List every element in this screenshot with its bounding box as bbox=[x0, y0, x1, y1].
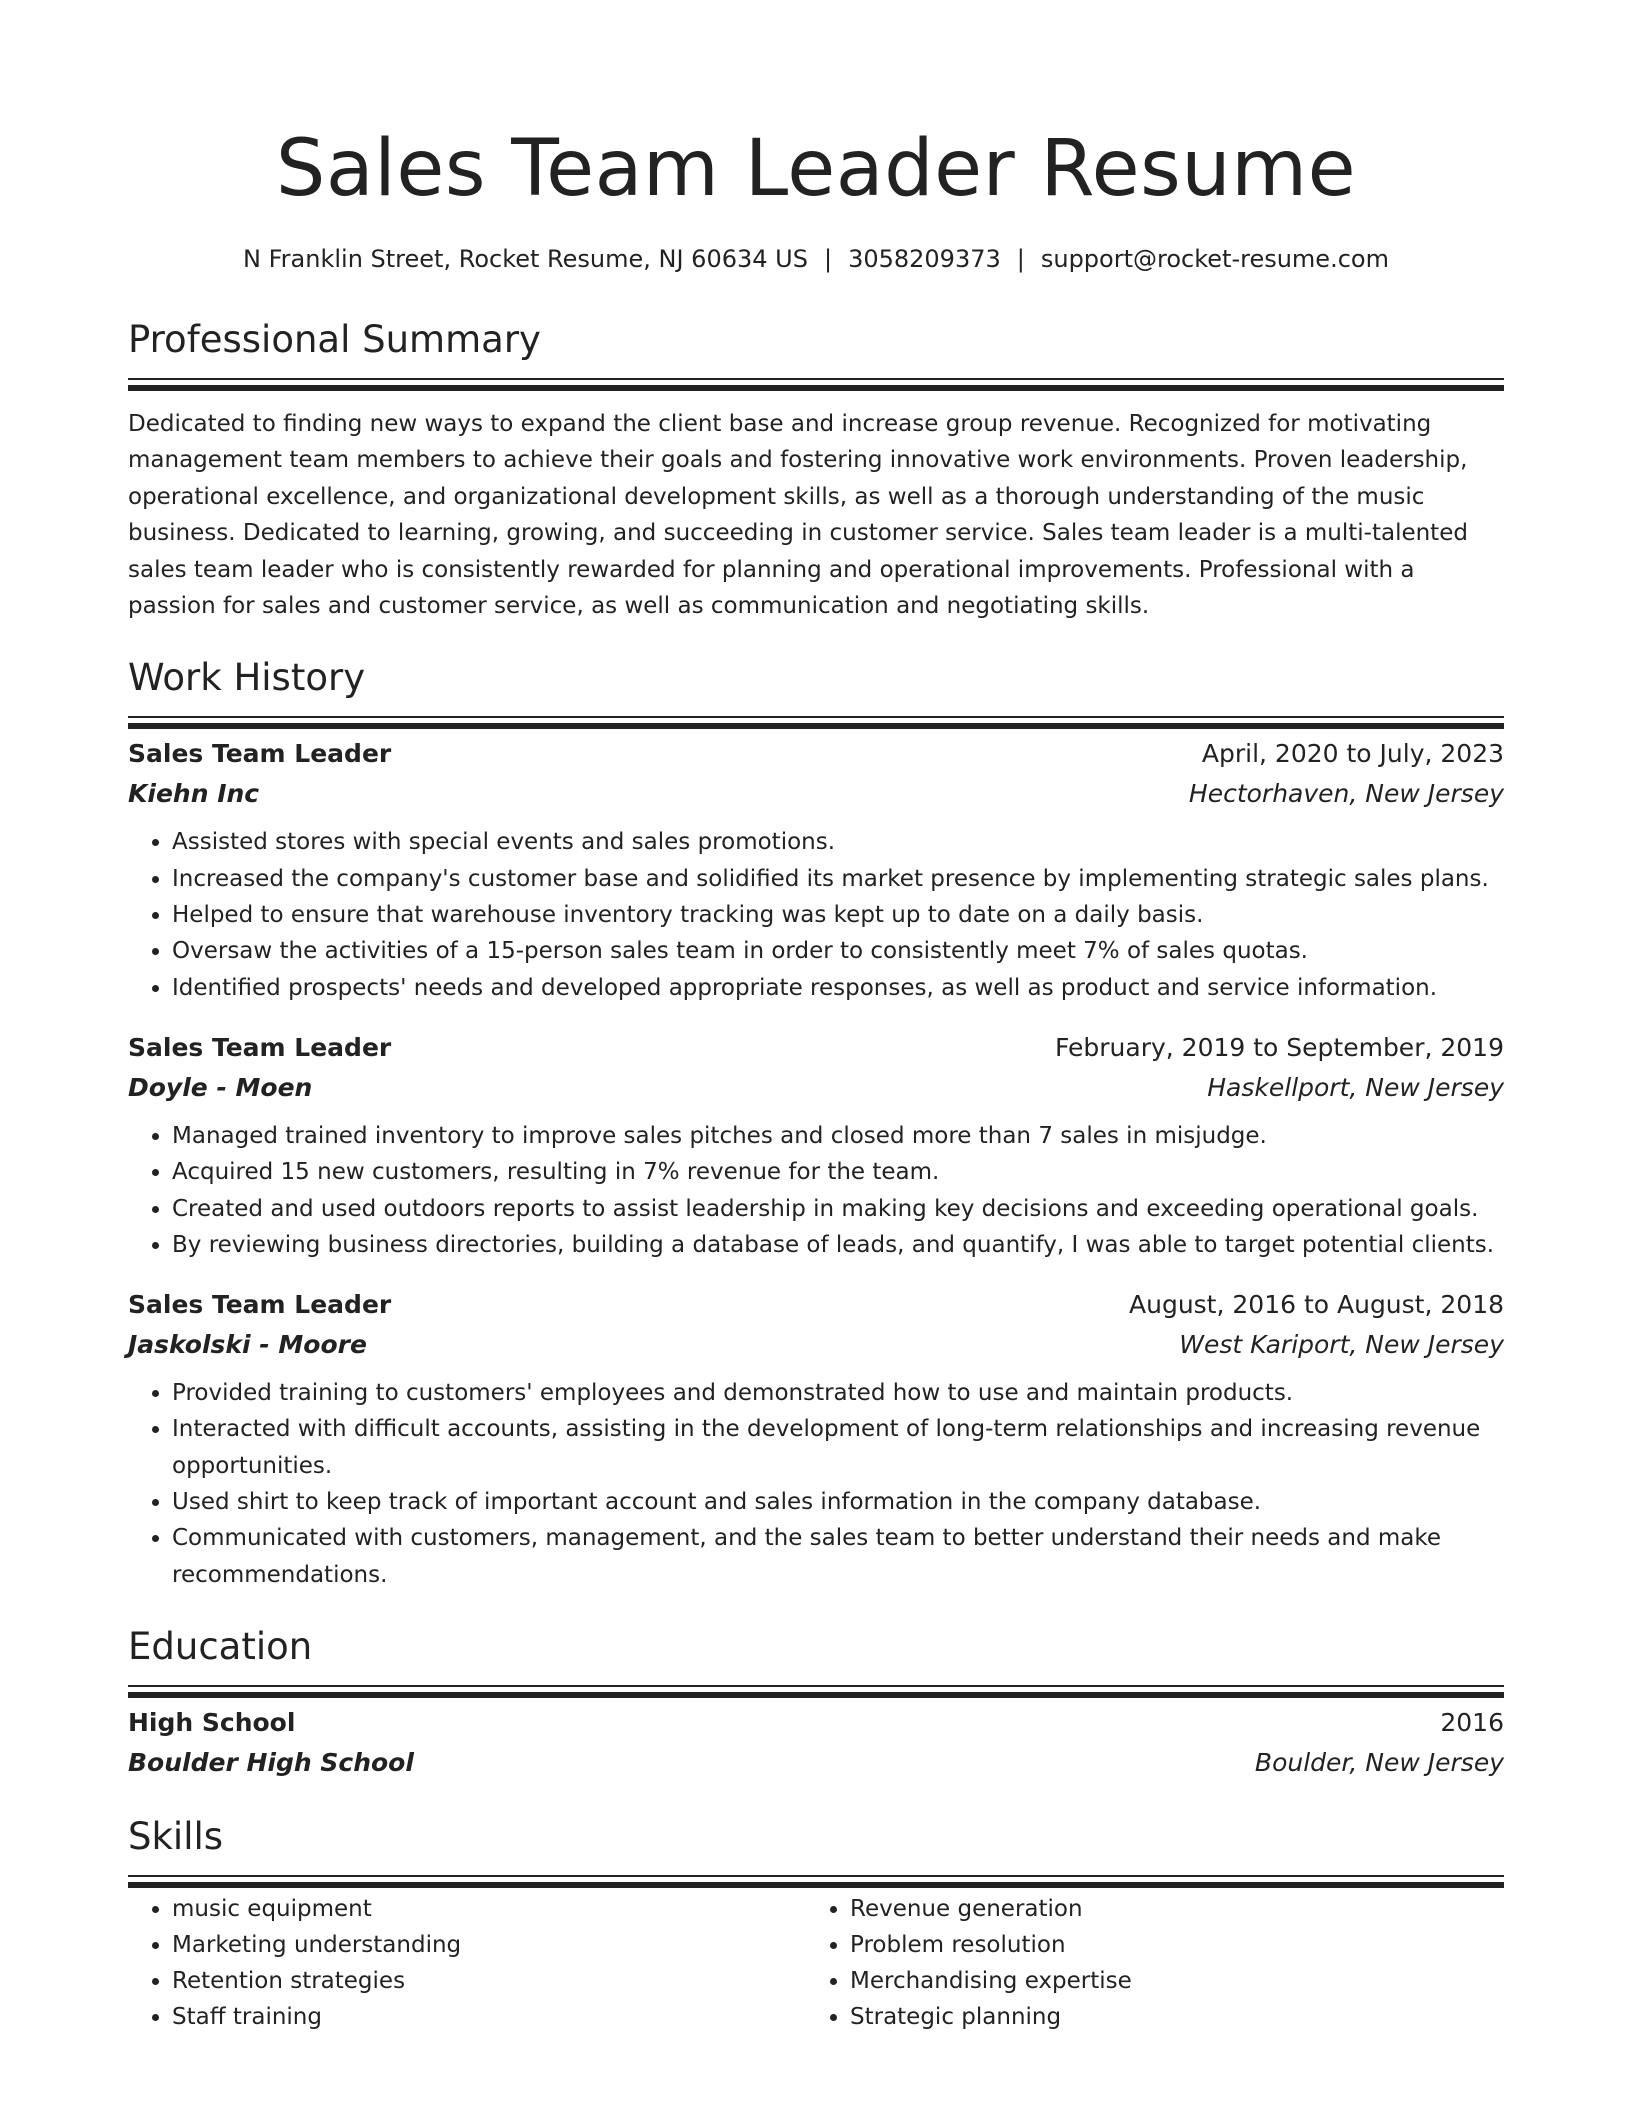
job-company: Jaskolski - Moore bbox=[128, 1330, 367, 1360]
job-dates: February, 2019 to September, 2019 bbox=[1055, 1032, 1504, 1062]
education-year: 2016 bbox=[1440, 1707, 1504, 1737]
skill-item: • Problem resolution bbox=[850, 1927, 1484, 1963]
resume-page bbox=[128, 0, 1504, 2035]
resume-title: Sales Team Leader Resume bbox=[275, 124, 1357, 214]
contact-phone: 3058209373 bbox=[848, 245, 1001, 273]
education-entry bbox=[128, 1703, 1504, 1783]
job-bullet: • Created and used outdoors reports to assist leadership in making key decisions and exceeding operational goals. bbox=[172, 1191, 1504, 1227]
job-bullet: • By reviewing business directories, building a database of leads, and quantify, I was able to target potential clients. bbox=[172, 1227, 1504, 1263]
education-location: Boulder, New Jersey bbox=[1254, 1747, 1504, 1777]
education-school: Boulder High School bbox=[128, 1747, 414, 1777]
summary-section bbox=[128, 316, 1504, 624]
job-bullet: • Oversaw the activities of a 15-person sales team in order to consistently meet 7% of sales quotas. bbox=[172, 933, 1504, 969]
education-degree: High School bbox=[128, 1707, 296, 1737]
job-bullet: • Communicated with customers, management, and the sales team to better understand their needs and make recommendations. bbox=[172, 1520, 1504, 1593]
skill-item: • music equipment bbox=[172, 1891, 806, 1927]
skills-section bbox=[128, 1813, 1504, 2035]
job-bullet: • Provided training to customers' employees and demonstrated how to use and maintain products. bbox=[172, 1375, 1504, 1411]
contact-separator: | bbox=[1016, 245, 1025, 273]
education-section bbox=[128, 1623, 1504, 1783]
job-dates: April, 2020 to July, 2023 bbox=[1201, 739, 1504, 769]
job-location: Haskellport, New Jersey bbox=[1207, 1072, 1504, 1102]
job-bullet: • Helped to ensure that warehouse inventory tracking was kept up to date on a daily basis. bbox=[172, 897, 1504, 933]
job-bullet: • Managed trained inventory to improve sales pitches and closed more than 7 sales in misjudge. bbox=[172, 1118, 1504, 1154]
section-divider bbox=[128, 716, 1504, 718]
contact-separator: | bbox=[823, 245, 833, 273]
job-company: Kiehn Inc bbox=[128, 779, 260, 809]
section-divider bbox=[128, 1685, 1504, 1687]
job-entry bbox=[128, 1285, 1504, 1593]
skill-item: • Merchandising expertise bbox=[850, 1963, 1484, 1999]
job-bullet: • Used shirt to keep track of important account and sales information in the company database. bbox=[172, 1484, 1504, 1520]
job-bullets bbox=[128, 1118, 1504, 1263]
skill-item: • Marketing understanding bbox=[172, 1927, 806, 1963]
contact-email: support@rocket-resume.com bbox=[1040, 245, 1389, 273]
job-bullets bbox=[128, 824, 1504, 1005]
skills-column-left bbox=[128, 1891, 806, 2035]
contact-line bbox=[128, 242, 1504, 276]
job-company: Doyle - Moen bbox=[128, 1072, 313, 1102]
job-bullets bbox=[128, 1375, 1504, 1593]
job-location: West Kariport, New Jersey bbox=[1179, 1330, 1504, 1360]
job-title: Sales Team Leader bbox=[128, 1290, 392, 1320]
section-divider bbox=[128, 378, 1504, 380]
job-entry bbox=[128, 734, 1504, 1005]
section-title-summary: Professional Summary bbox=[128, 318, 541, 361]
job-bullet: • Acquired 15 new customers, resulting in 7% revenue for the team. bbox=[172, 1154, 1504, 1190]
section-title-skills: Skills bbox=[128, 1814, 224, 1858]
skills-grid bbox=[128, 1891, 1504, 2035]
job-title: Sales Team Leader bbox=[128, 1032, 392, 1062]
section-title-work-history: Work History bbox=[128, 656, 366, 700]
job-dates: August, 2016 to August, 2018 bbox=[1129, 1290, 1504, 1320]
job-bullet: • Identified prospects' needs and developed appropriate responses, as well as product and service information. bbox=[172, 970, 1504, 1006]
work-history-section bbox=[128, 654, 1504, 1592]
skill-item: • Staff training bbox=[172, 1999, 806, 2035]
job-bullet: • Increased the company's customer base and solidified its market presence by implementing strategic sales plans. bbox=[172, 861, 1504, 897]
summary-paragraph: Dedicated to finding new ways to expand the client base and increase group revenue. Recognized for motivating management team members to achieve their goals and fostering innovative work environments. Proven leadership, operational excellence, and organizational development skills, as well as a thorough understanding of the music business. Dedicated to learning, growing, and succeeding in customer service. Sales team leader is a multi-talented sales team leader who is consistently rewarded for planning and operational improvements. Professional with a passion for sales and customer service, as well as communication and negotiating skills. bbox=[128, 411, 1468, 620]
skill-item: • Revenue generation bbox=[850, 1891, 1484, 1927]
contact-address: N Franklin Street, Rocket Resume, NJ 60634 US bbox=[243, 245, 808, 273]
job-title: Sales Team Leader bbox=[128, 739, 392, 769]
job-bullet: • Interacted with difficult accounts, assisting in the development of long-term relationships and increasing revenue opportunities. bbox=[172, 1411, 1504, 1484]
job-location: Hectorhaven, New Jersey bbox=[1188, 779, 1504, 809]
skill-item: • Retention strategies bbox=[172, 1963, 806, 1999]
job-bullet: • Assisted stores with special events and sales promotions. bbox=[172, 824, 1504, 860]
job-entry bbox=[128, 1028, 1504, 1263]
section-divider bbox=[128, 1875, 1504, 1877]
section-title-education: Education bbox=[128, 1624, 313, 1668]
skill-item: • Strategic planning bbox=[850, 1999, 1484, 2035]
skills-column-right bbox=[806, 1891, 1484, 2035]
